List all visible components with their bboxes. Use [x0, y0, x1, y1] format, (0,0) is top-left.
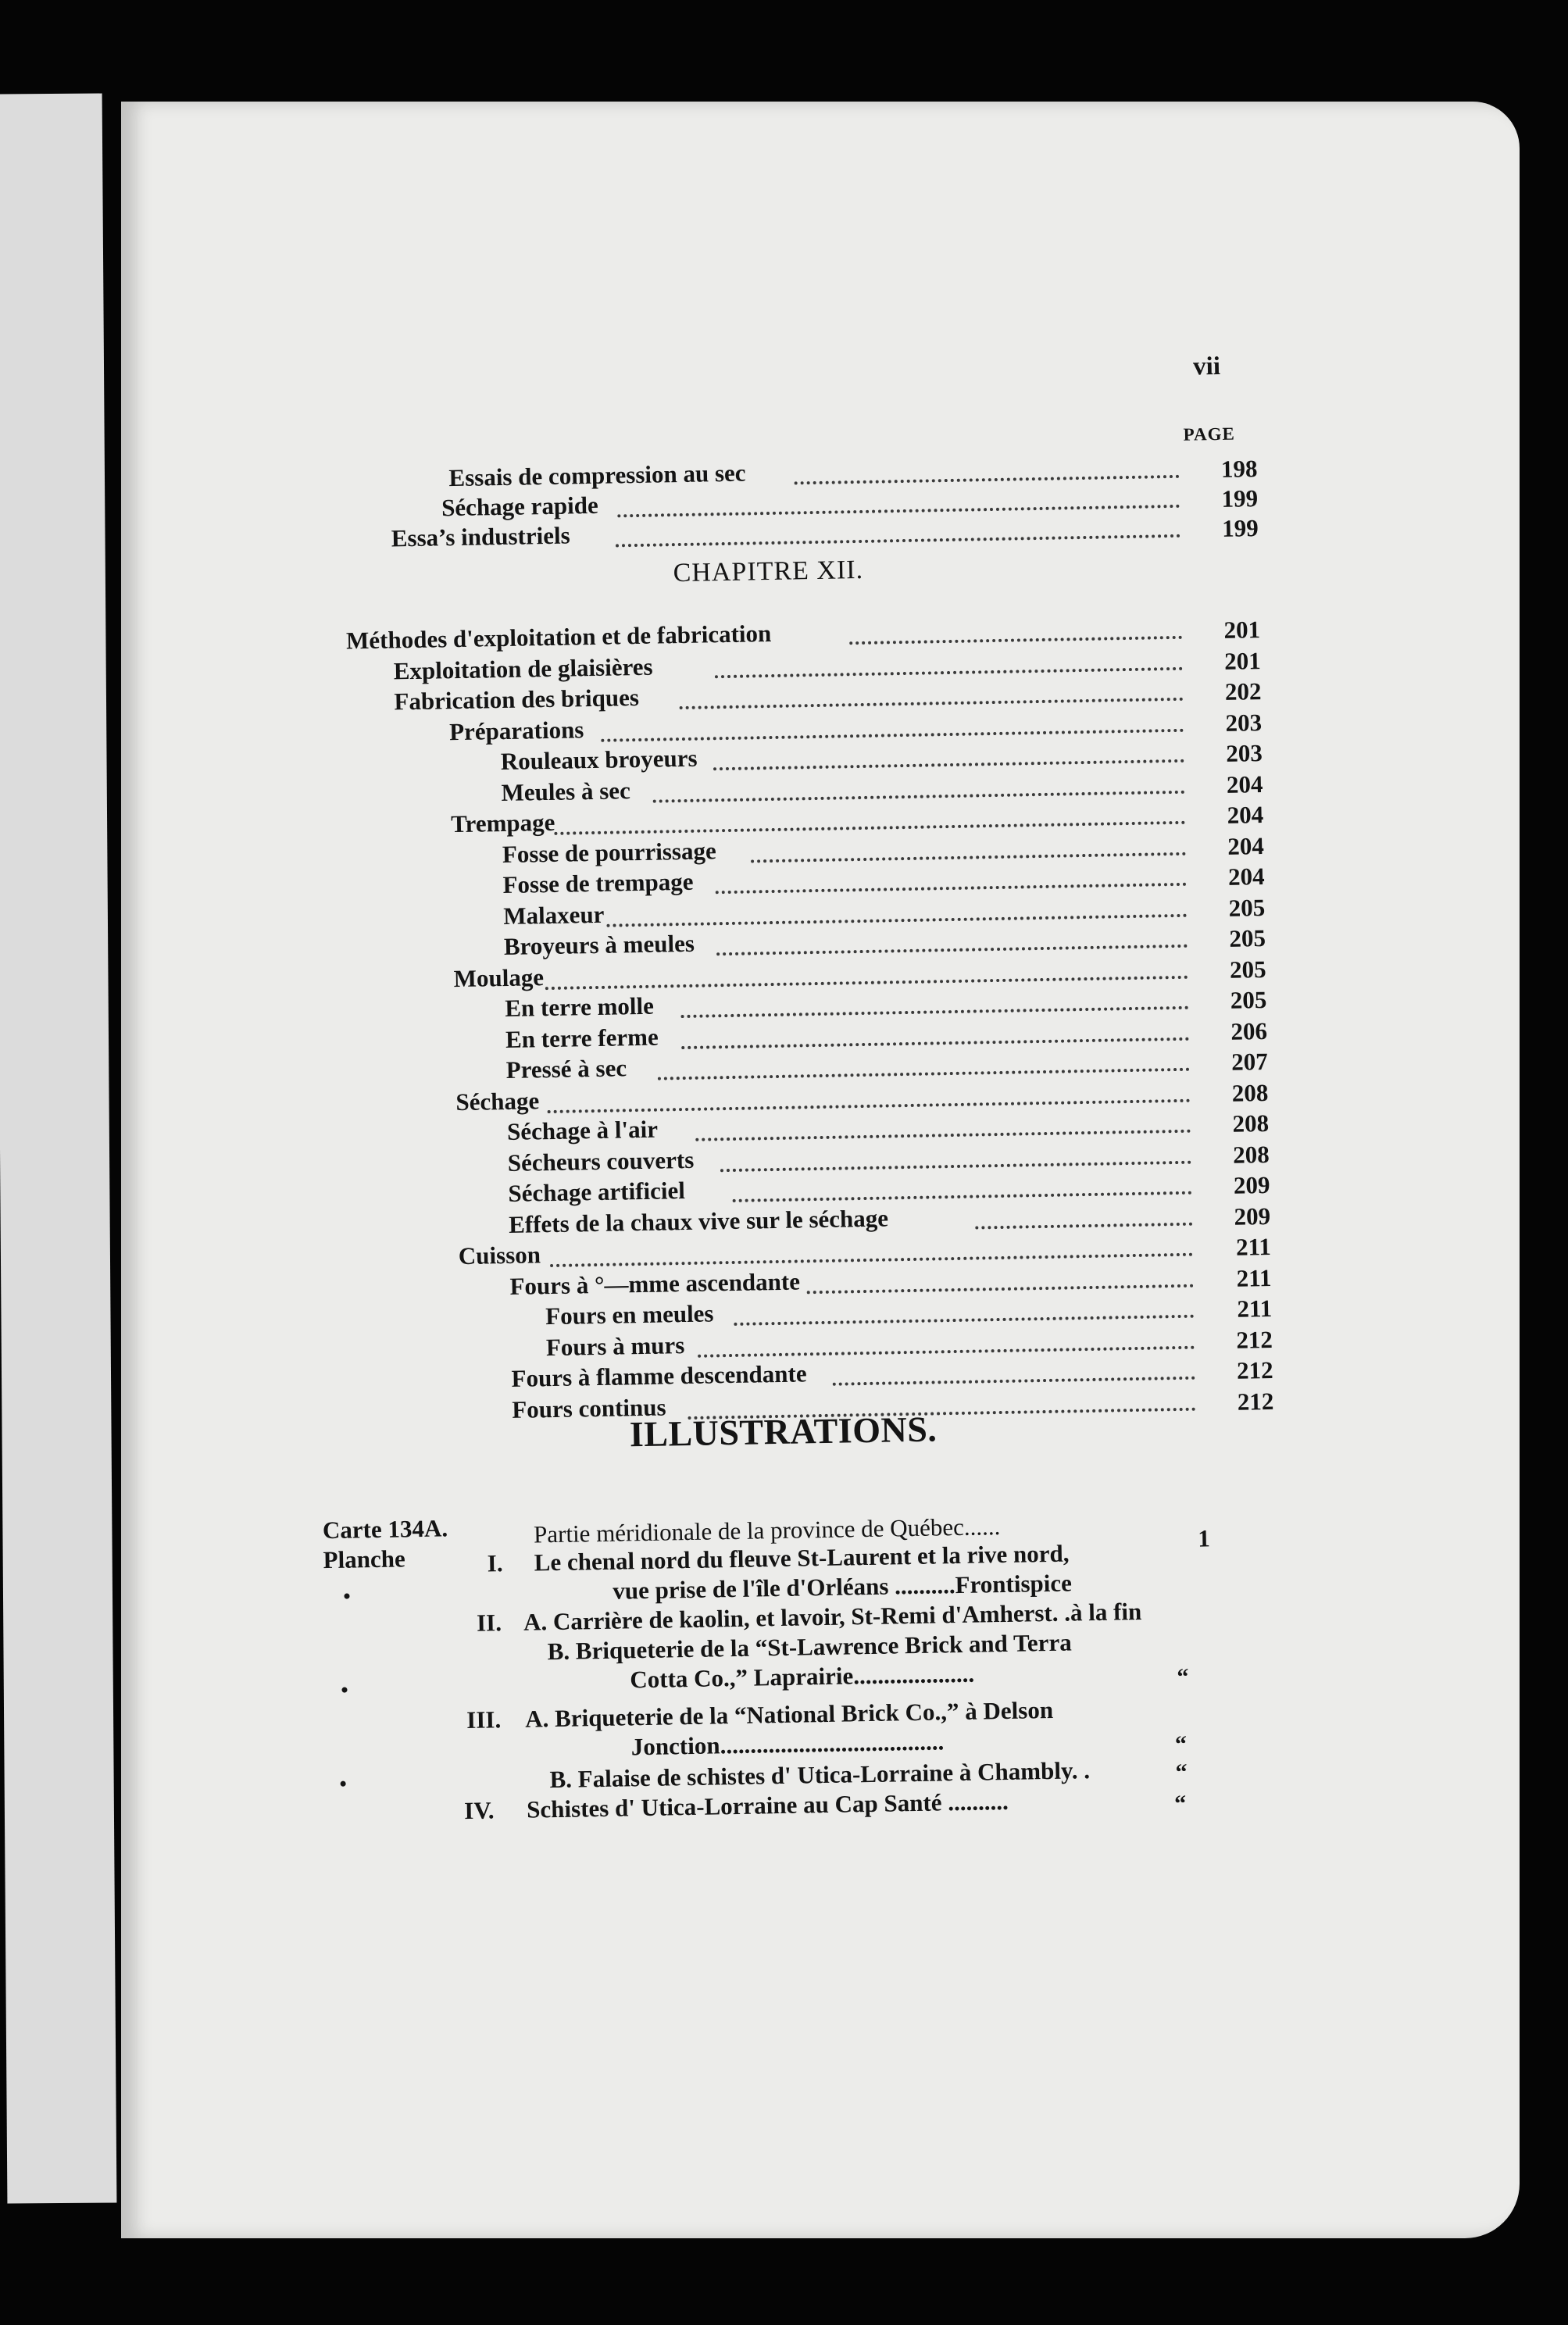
toc-entry-page: 203 [1225, 708, 1263, 737]
carte-entry-page: 1 [1197, 1524, 1211, 1552]
toc-entry-title: Cuisson [458, 1241, 541, 1270]
book-page [121, 102, 1520, 2238]
toc-entry-title: Moulage [453, 962, 545, 992]
pre-entry-page: 198 [1220, 455, 1258, 483]
dot-leader [975, 1222, 1192, 1229]
toc-entry-page: 212 [1237, 1387, 1274, 1416]
toc-entry-page: 205 [1229, 924, 1266, 952]
ditto-mark: “ [1175, 1759, 1188, 1786]
toc-entry-page: 208 [1231, 1078, 1269, 1107]
bullet-mark: • [339, 1772, 347, 1795]
dot-leader [720, 1160, 1191, 1172]
facing-page-edge [0, 94, 116, 2204]
dot-leader [849, 636, 1183, 645]
dot-leader [606, 913, 1187, 927]
toc-entry-page: 212 [1236, 1325, 1273, 1354]
toc-entry-title: Séchage à l'air [506, 1115, 659, 1145]
toc-entry-page: 205 [1228, 893, 1266, 922]
dot-leader [653, 790, 1185, 802]
toc-entry-title: Fours à murs [545, 1330, 685, 1361]
dot-leader [695, 1130, 1191, 1141]
plate-4-text: Schistes d' Utica-Lorraine au Cap Santé .......... [526, 1787, 1009, 1823]
toc-entry-page: 202 [1224, 677, 1262, 705]
dot-leader [734, 1315, 1194, 1326]
toc-entry-page: 201 [1223, 646, 1262, 675]
dot-leader [698, 1345, 1195, 1357]
pre-entry-title: Essa’s industriels [391, 521, 570, 552]
toc-entry-page: 209 [1233, 1170, 1270, 1199]
toc-entry-title: Rouleaux broyeurs [500, 744, 698, 776]
toc-entry-page: 208 [1232, 1109, 1270, 1138]
toc-entry-page: 205 [1229, 955, 1266, 984]
pre-entry-page: 199 [1221, 514, 1259, 542]
pre-entry-title: Essais de compression au sec [448, 459, 746, 492]
toc-entry-title: Trempage [450, 808, 555, 838]
carte-entry-text: Partie méridionale de la province de Québec...... [533, 1512, 1001, 1548]
plate-2-number: II. [476, 1609, 502, 1637]
dot-leader [833, 1377, 1195, 1386]
planche-label: Planche [323, 1545, 405, 1574]
toc-entry-page: 211 [1236, 1263, 1272, 1292]
toc-entry-page: 204 [1227, 831, 1265, 860]
dot-leader [679, 698, 1183, 709]
toc-entry-title: Fours en meules [545, 1299, 714, 1330]
carte-label: Carte 134A. [322, 1514, 448, 1545]
dot-leader [795, 475, 1180, 485]
plate-1-line-2: vue prise de l'île d'Orléans ..........Frontispice [613, 1569, 1073, 1605]
dot-leader [807, 1284, 1194, 1294]
dot-leader [550, 1253, 1193, 1267]
plate-2b-line-2: Cotta Co.,” Laprairie.................... [630, 1659, 975, 1694]
plate-1-line-1: Le chenal nord du fleuve St-Laurent et la rive nord, [534, 1539, 1070, 1577]
dot-leader [681, 1037, 1189, 1048]
pre-entry-page: 199 [1221, 484, 1259, 512]
toc-entry-page: 207 [1230, 1047, 1268, 1076]
toc-entry-title: En terre molle [505, 991, 655, 1023]
plate-2a-text: A. Carrière de kaolin, et lavoir, St-Remi d'Amherst. .à la fin [523, 1597, 1142, 1636]
toc-entry-title: Fosse de pourrissage [502, 836, 716, 868]
plate-2b-line-1: B. Briqueterie de la “St-Lawrence Brick and Terra [547, 1628, 1072, 1666]
toc-entry-page: 204 [1227, 862, 1265, 891]
dot-leader [617, 505, 1180, 518]
toc-entry-title: Séchage artificiel [508, 1177, 686, 1207]
dot-leader [545, 975, 1188, 989]
toc-entry-title: Séchage [455, 1086, 540, 1116]
toc-entry-title: Meules à sec [501, 776, 631, 806]
ditto-mark: “ [1177, 1663, 1189, 1691]
toc-entry-title: Fabrication des briques [394, 683, 640, 716]
plate-3b-text: B. Falaise de schistes d' Utica-Lorraine à Chambly. . [549, 1756, 1091, 1794]
toc-entry-title: Exploitation de glaisières [393, 652, 653, 684]
toc-entry-title: Fours à flamme descendante [511, 1359, 807, 1392]
dot-leader [658, 1068, 1190, 1080]
toc-entry-page: 204 [1227, 801, 1264, 829]
plate-3a-line-2: Jonction..................................... [630, 1727, 945, 1761]
pre-entry-title: Séchage rapide [441, 491, 599, 522]
toc-entry-title: Malaxeur [502, 900, 605, 930]
toc-entry-page: 211 [1235, 1232, 1272, 1261]
dot-leader [547, 1098, 1190, 1112]
dot-leader [716, 945, 1188, 956]
dot-leader [715, 883, 1186, 895]
toc-entry-title: Fours continus [511, 1392, 666, 1423]
toc-entry-page: 204 [1226, 770, 1263, 798]
bullet-mark: • [341, 1678, 348, 1702]
toc-entry-title: Préparations [448, 715, 584, 745]
page-column-label: PAGE [1183, 423, 1236, 445]
toc-entry-title: Pressé à sec [505, 1054, 627, 1084]
toc-entry-title: Méthodes d'exploitation et de fabrication [345, 619, 772, 655]
dot-leader [554, 821, 1185, 835]
dot-leader [713, 759, 1184, 771]
plate-3a-line-1: A. Briqueterie de la “National Brick Co.,” à Delson [524, 1695, 1054, 1733]
dot-leader [616, 534, 1180, 548]
dot-leader [733, 1191, 1192, 1202]
dot-leader [715, 666, 1183, 677]
toc-entry-page: 201 [1223, 616, 1261, 644]
bullet-mark: • [343, 1584, 351, 1608]
toc-entry-title: Fosse de trempage [502, 867, 694, 899]
toc-entry-page: 203 [1225, 739, 1263, 767]
toc-entry-title: Broyeurs à meules [503, 929, 695, 961]
chapter-heading: CHAPITRE XII. [673, 555, 864, 588]
toc-entry-title: Sécheurs couverts [507, 1145, 695, 1177]
toc-entry-page: 209 [1234, 1202, 1271, 1230]
page-number-roman: vii [1192, 352, 1221, 381]
plate-4-number: IV. [463, 1796, 495, 1825]
toc-entry-page: 205 [1230, 985, 1267, 1014]
toc-entry-title: Fours à °—mme ascendante [509, 1266, 801, 1300]
toc-entry-page: 211 [1237, 1294, 1273, 1323]
dot-leader [601, 728, 1184, 741]
toc-entry-page: 212 [1236, 1355, 1273, 1384]
toc-entry-page: 208 [1232, 1140, 1270, 1169]
dot-leader [681, 1006, 1189, 1018]
toc-entry-title: En terre ferme [505, 1023, 659, 1053]
plate-3-number: III. [466, 1705, 502, 1734]
toc-entry-title: Effets de la chaux vive sur le séchage [508, 1203, 889, 1238]
ditto-mark: “ [1173, 1790, 1187, 1817]
illustrations-heading: ILLUSTRATIONS. [629, 1409, 938, 1455]
toc-entry-page: 206 [1230, 1016, 1268, 1045]
plate-1-number: I. [487, 1549, 503, 1577]
ditto-mark: “ [1174, 1730, 1188, 1758]
dot-leader [751, 852, 1186, 862]
